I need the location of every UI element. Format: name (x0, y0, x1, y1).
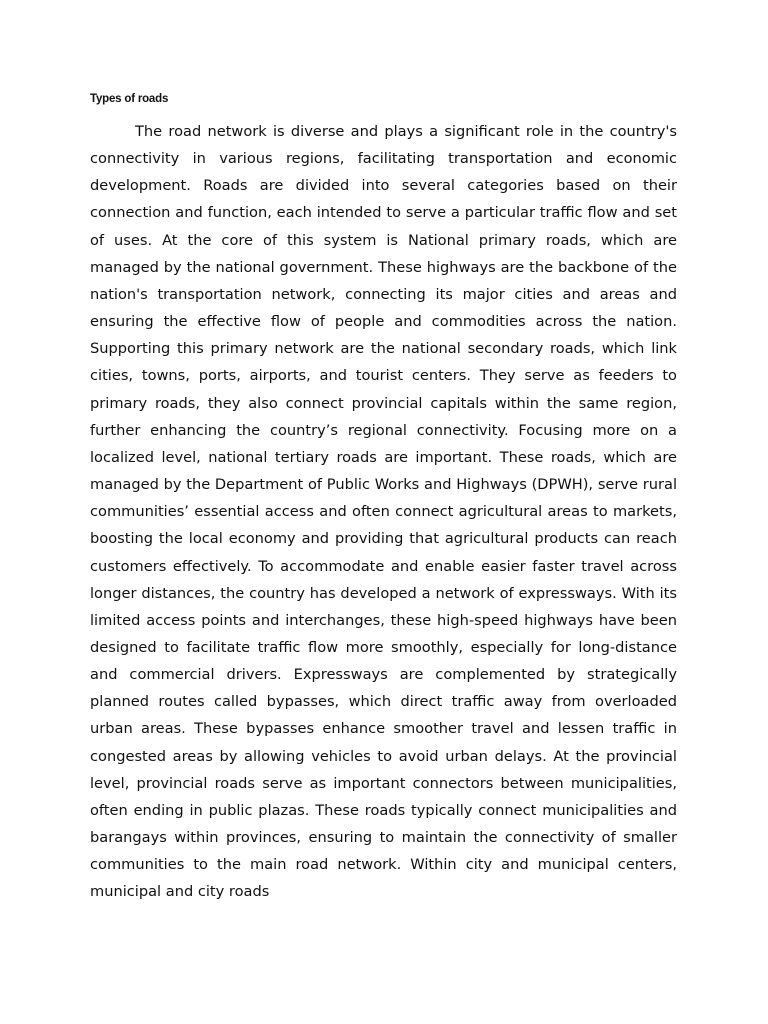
body-paragraph: The road network is diverse and plays a significant role in the country's connectivity in various regions, facilitating transportation and economic development. Roads are divided into several categories based on their connection and function, each intended to serve a particular traffic flow and set of uses. At the core of this system is National primary roads, which are managed by the national government. These highways are the backbone of the nation's transportation network, connecting its major cities and areas and ensuring the effective flow of people and commodities across the nation. Supporting this primary network are the national secondary roads, which link cities, towns, ports, airports, and tourist centers. They serve as feeders to primary roads, they also connect provincial capitals within the same region, further enhancing the country’s regional connectivity. Focusing more on a localized level, national tertiary roads are important. These roads, which are managed by the Department of Public Works and Highways (DPWH), serve rural communities’ essential access and often connect agricultural areas to markets, boosting the local economy and providing that agricultural products can reach customers effectively. To accommodate and enable easier faster travel across longer distances, the country has developed a network of expressways. With its limited access points and interchanges, these high-speed highways have been designed to facilitate traffic flow more smoothly, especially for long-distance and commercial drivers. Expressways are complemented by strategically planned routes called bypasses, which direct traffic away from overloaded urban areas. These bypasses enhance smoother travel and lessen traffic in congested areas by allowing vehicles to avoid urban delays. At the provincial level, provincial roads serve as important connectors between municipalities, often ending in public plazas. These roads typically connect municipalities and barangays within provinces, ensuring to maintain the connectivity of smaller communities to the main road network. Within city and municipal centers, municipal and city roads (90, 123, 677, 901)
section-heading: Types of roads (90, 93, 169, 105)
